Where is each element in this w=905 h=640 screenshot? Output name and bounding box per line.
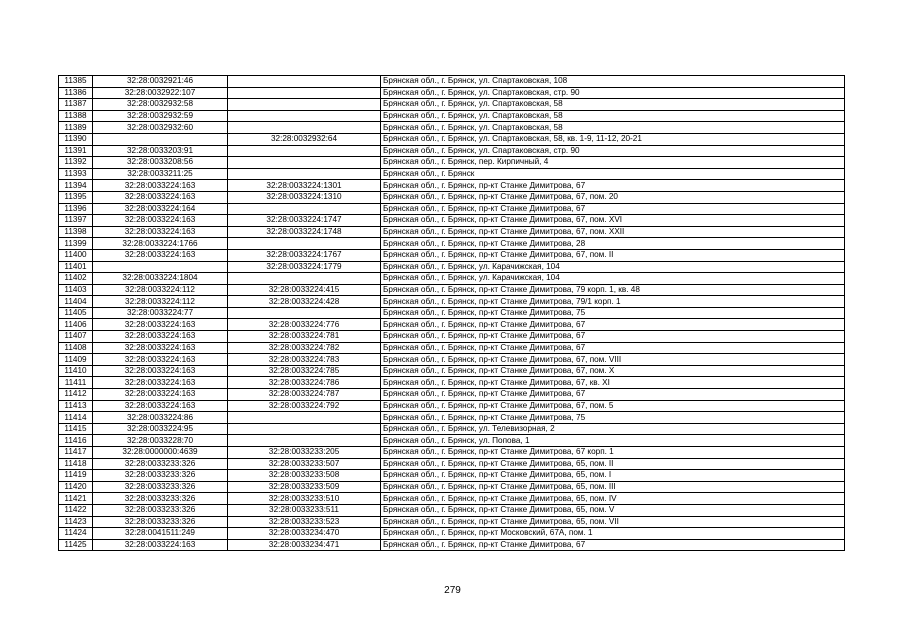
- address-cell: Брянская обл., г. Брянск, пр-кт Станке Димитрова, 75: [381, 307, 845, 319]
- row-number-cell: 11414: [59, 412, 93, 424]
- table-row: [59, 435, 845, 447]
- object-cadastral-number-cell: 32:28:0033224:786: [228, 377, 381, 389]
- table-row: [59, 354, 845, 366]
- cadastral-number-cell: 32:28:0033224:163: [93, 342, 228, 354]
- table-row: [59, 389, 845, 401]
- cadastral-number-cell: 32:28:0033224:163: [93, 365, 228, 377]
- address-cell: Брянская обл., г. Брянск, пр-кт Станке Димитрова, 67, кв. XI: [381, 377, 845, 389]
- row-number-cell: 11385: [59, 76, 93, 88]
- row-number-cell: 11418: [59, 458, 93, 470]
- address-cell: Брянская обл., г. Брянск, пр-кт Станке Димитрова, 65, пом. IV: [381, 493, 845, 505]
- row-number-cell: 11409: [59, 354, 93, 366]
- cadastral-number-cell: 32:28:0033224:163: [93, 215, 228, 227]
- address-cell: Брянская обл., г. Брянск, пр-кт Станке Димитрова, 67: [381, 319, 845, 331]
- address-cell: Брянская обл., г. Брянск, пр-кт Станке Димитрова, 28: [381, 238, 845, 250]
- cadastral-number-cell: 32:28:0033203:91: [93, 145, 228, 157]
- row-number-cell: 11417: [59, 447, 93, 459]
- address-cell: Брянская обл., г. Брянск, пр-кт Московский, 67А, пом. 1: [381, 528, 845, 540]
- address-cell: Брянская обл., г. Брянск, пр-кт Станке Димитрова, 79 корп. 1, кв. 48: [381, 284, 845, 296]
- row-number-cell: 11386: [59, 87, 93, 99]
- address-cell: Брянская обл., г. Брянск, ул. Спартаковская, 58: [381, 122, 845, 134]
- table-row: [59, 319, 845, 331]
- object-cadastral-number-cell: [228, 168, 381, 180]
- table-row: [59, 238, 845, 250]
- object-cadastral-number-cell: [228, 423, 381, 435]
- row-number-cell: 11419: [59, 470, 93, 482]
- cadastral-number-cell: 32:28:0000000:4639: [93, 447, 228, 459]
- table-row: [59, 331, 845, 343]
- row-number-cell: 11407: [59, 331, 93, 343]
- table-row: [59, 180, 845, 192]
- address-cell: Брянская обл., г. Брянск, пр-кт Станке Димитрова, 67, пом. VIII: [381, 354, 845, 366]
- row-number-cell: 11413: [59, 400, 93, 412]
- object-cadastral-number-cell: 32:28:0033224:428: [228, 296, 381, 308]
- cadastral-number-cell: [93, 133, 228, 145]
- object-cadastral-number-cell: 32:28:0033233:511: [228, 504, 381, 516]
- table-row: [59, 261, 845, 273]
- object-cadastral-number-cell: [228, 76, 381, 88]
- address-cell: Брянская обл., г. Брянск, пер. Кирпичный, 4: [381, 157, 845, 169]
- cadastral-number-cell: 32:28:0032932:58: [93, 99, 228, 111]
- row-number-cell: 11400: [59, 249, 93, 261]
- row-number-cell: 11391: [59, 145, 93, 157]
- table-row: [59, 470, 845, 482]
- object-cadastral-number-cell: [228, 238, 381, 250]
- cadastral-number-cell: 32:28:0033224:163: [93, 354, 228, 366]
- object-cadastral-number-cell: [228, 122, 381, 134]
- object-cadastral-number-cell: 32:28:0033224:1748: [228, 226, 381, 238]
- address-cell: Брянская обл., г. Брянск, пр-кт Станке Димитрова, 75: [381, 412, 845, 424]
- row-number-cell: 11401: [59, 261, 93, 273]
- row-number-cell: 11425: [59, 539, 93, 551]
- object-cadastral-number-cell: [228, 273, 381, 285]
- cadastral-number-cell: 32:28:0033224:163: [93, 377, 228, 389]
- table-row: [59, 249, 845, 261]
- cadastral-table: [58, 75, 845, 551]
- cadastral-number-cell: 32:28:0033224:77: [93, 307, 228, 319]
- row-number-cell: 11423: [59, 516, 93, 528]
- table-row: [59, 284, 845, 296]
- table-row: [59, 157, 845, 169]
- object-cadastral-number-cell: 32:28:0033224:1779: [228, 261, 381, 273]
- object-cadastral-number-cell: 32:28:0033234:471: [228, 539, 381, 551]
- table-row: [59, 145, 845, 157]
- table-row: [59, 365, 845, 377]
- table-row: [59, 504, 845, 516]
- row-number-cell: 11397: [59, 215, 93, 227]
- address-cell: Брянская обл., г. Брянск, пр-кт Станке Димитрова, 67, пом. X: [381, 365, 845, 377]
- table-row: [59, 447, 845, 459]
- table-body: [59, 76, 845, 551]
- cadastral-number-cell: 32:28:0033233:326: [93, 493, 228, 505]
- row-number-cell: 11416: [59, 435, 93, 447]
- address-cell: Брянская обл., г. Брянск, пр-кт Станке Димитрова, 65, пом. VII: [381, 516, 845, 528]
- address-cell: Брянская обл., г. Брянск, пр-кт Станке Димитрова, 65, пом. III: [381, 481, 845, 493]
- table-row: [59, 191, 845, 203]
- cadastral-number-cell: 32:28:0033224:163: [93, 389, 228, 401]
- table-row: [59, 296, 845, 308]
- object-cadastral-number-cell: 32:28:0033234:470: [228, 528, 381, 540]
- row-number-cell: 11406: [59, 319, 93, 331]
- cadastral-number-cell: 32:28:0033233:326: [93, 516, 228, 528]
- address-cell: Брянская обл., г. Брянск, ул. Спартаковская, стр. 90: [381, 87, 845, 99]
- row-number-cell: 11415: [59, 423, 93, 435]
- row-number-cell: 11395: [59, 191, 93, 203]
- object-cadastral-number-cell: 32:28:0033224:1767: [228, 249, 381, 261]
- row-number-cell: 11388: [59, 110, 93, 122]
- address-cell: Брянская обл., г. Брянск, пр-кт Станке Димитрова, 65, пом. V: [381, 504, 845, 516]
- table-row: [59, 342, 845, 354]
- address-cell: Брянская обл., г. Брянск, пр-кт Станке Димитрова, 65, пом. II: [381, 458, 845, 470]
- address-cell: Брянская обл., г. Брянск, пр-кт Станке Димитрова, 67: [381, 342, 845, 354]
- row-number-cell: 11393: [59, 168, 93, 180]
- row-number-cell: 11389: [59, 122, 93, 134]
- address-cell: Брянская обл., г. Брянск, пр-кт Станке Димитрова, 67, пом. 20: [381, 191, 845, 203]
- page-number: 279: [444, 585, 461, 596]
- address-cell: Брянская обл., г. Брянск, пр-кт Станке Димитрова, 67: [381, 180, 845, 192]
- row-number-cell: 11404: [59, 296, 93, 308]
- object-cadastral-number-cell: 32:28:0033224:1301: [228, 180, 381, 192]
- object-cadastral-number-cell: 32:28:0033224:415: [228, 284, 381, 296]
- row-number-cell: 11421: [59, 493, 93, 505]
- cadastral-number-cell: 32:28:0033224:1804: [93, 273, 228, 285]
- object-cadastral-number-cell: 32:28:0033224:776: [228, 319, 381, 331]
- address-cell: Брянская обл., г. Брянск, пр-кт Станке Димитрова, 67 корп. 1: [381, 447, 845, 459]
- address-cell: Брянская обл., г. Брянск, пр-кт Станке Димитрова, 67, пом. XVI: [381, 215, 845, 227]
- cadastral-number-cell: 32:28:0032932:60: [93, 122, 228, 134]
- object-cadastral-number-cell: 32:28:0033224:1310: [228, 191, 381, 203]
- table-row: [59, 528, 845, 540]
- row-number-cell: 11424: [59, 528, 93, 540]
- row-number-cell: 11405: [59, 307, 93, 319]
- table-row: [59, 133, 845, 145]
- object-cadastral-number-cell: 32:28:0033224:782: [228, 342, 381, 354]
- object-cadastral-number-cell: 32:28:0033224:792: [228, 400, 381, 412]
- object-cadastral-number-cell: 32:28:0033233:508: [228, 470, 381, 482]
- cadastral-number-cell: 32:28:0033208:56: [93, 157, 228, 169]
- cadastral-number-cell: 32:28:0033233:326: [93, 481, 228, 493]
- object-cadastral-number-cell: 32:28:0033224:785: [228, 365, 381, 377]
- row-number-cell: 11420: [59, 481, 93, 493]
- address-cell: Брянская обл., г. Брянск, ул. Спартаковская, 108: [381, 76, 845, 88]
- object-cadastral-number-cell: 32:28:0033233:507: [228, 458, 381, 470]
- cadastral-number-cell: 32:28:0033224:112: [93, 296, 228, 308]
- cadastral-number-cell: 32:28:0033224:95: [93, 423, 228, 435]
- object-cadastral-number-cell: 32:28:0033233:509: [228, 481, 381, 493]
- cadastral-number-cell: 32:28:0033224:163: [93, 400, 228, 412]
- object-cadastral-number-cell: [228, 99, 381, 111]
- table-row: [59, 539, 845, 551]
- address-cell: Брянская обл., г. Брянск, ул. Спартаковская, стр. 90: [381, 145, 845, 157]
- table-row: [59, 493, 845, 505]
- cadastral-number-cell: 32:28:0033224:112: [93, 284, 228, 296]
- address-cell: Брянская обл., г. Брянск, ул. Карачижская, 104: [381, 261, 845, 273]
- table-row: [59, 273, 845, 285]
- cadastral-number-cell: 32:28:0033224:163: [93, 180, 228, 192]
- row-number-cell: 11390: [59, 133, 93, 145]
- object-cadastral-number-cell: 32:28:0033233:523: [228, 516, 381, 528]
- object-cadastral-number-cell: 32:28:0033224:783: [228, 354, 381, 366]
- cadastral-number-cell: 32:28:0033233:326: [93, 470, 228, 482]
- address-cell: Брянская обл., г. Брянск, ул. Карачижская, 104: [381, 273, 845, 285]
- object-cadastral-number-cell: [228, 435, 381, 447]
- address-cell: Брянская обл., г. Брянск, ул. Попова, 1: [381, 435, 845, 447]
- table-row: [59, 412, 845, 424]
- object-cadastral-number-cell: 32:28:0032932:64: [228, 133, 381, 145]
- address-cell: Брянская обл., г. Брянск, пр-кт Станке Димитрова, 65, пом. I: [381, 470, 845, 482]
- cadastral-number-cell: 32:28:0033233:326: [93, 504, 228, 516]
- row-number-cell: 11396: [59, 203, 93, 215]
- table-row: [59, 110, 845, 122]
- table-row: [59, 307, 845, 319]
- address-cell: Брянская обл., г. Брянск, пр-кт Станке Димитрова, 67, пом. II: [381, 249, 845, 261]
- object-cadastral-number-cell: [228, 203, 381, 215]
- table-row: [59, 122, 845, 134]
- cadastral-number-cell: 32:28:0041511:249: [93, 528, 228, 540]
- address-cell: Брянская обл., г. Брянск, ул. Спартаковская, 58: [381, 110, 845, 122]
- object-cadastral-number-cell: 32:28:0033224:787: [228, 389, 381, 401]
- table-row: [59, 215, 845, 227]
- table-row: [59, 203, 845, 215]
- row-number-cell: 11387: [59, 99, 93, 111]
- row-number-cell: 11403: [59, 284, 93, 296]
- object-cadastral-number-cell: [228, 87, 381, 99]
- row-number-cell: 11399: [59, 238, 93, 250]
- row-number-cell: 11412: [59, 389, 93, 401]
- cadastral-number-cell: 32:28:0033224:163: [93, 249, 228, 261]
- object-cadastral-number-cell: [228, 307, 381, 319]
- address-cell: Брянская обл., г. Брянск, ул. Спартаковская, 58: [381, 99, 845, 111]
- cadastral-number-cell: 32:28:0033224:163: [93, 191, 228, 203]
- table-row: [59, 423, 845, 435]
- address-cell: Брянская обл., г. Брянск, пр-кт Станке Димитрова, 67: [381, 389, 845, 401]
- cadastral-number-cell: 32:28:0033224:163: [93, 319, 228, 331]
- address-cell: Брянская обл., г. Брянск, пр-кт Станке Димитрова, 67: [381, 331, 845, 343]
- cadastral-number-cell: 32:28:0033224:163: [93, 539, 228, 551]
- row-number-cell: 11408: [59, 342, 93, 354]
- table-row: [59, 516, 845, 528]
- row-number-cell: 11394: [59, 180, 93, 192]
- cadastral-number-cell: 32:28:0033224:164: [93, 203, 228, 215]
- cadastral-number-cell: [93, 261, 228, 273]
- table-row: [59, 76, 845, 88]
- object-cadastral-number-cell: [228, 412, 381, 424]
- table-row: [59, 99, 845, 111]
- address-cell: Брянская обл., г. Брянск, пр-кт Станке Димитрова, 67, пом. 5: [381, 400, 845, 412]
- object-cadastral-number-cell: 32:28:0033224:1747: [228, 215, 381, 227]
- cadastral-number-cell: 32:28:0033233:326: [93, 458, 228, 470]
- object-cadastral-number-cell: 32:28:0033233:510: [228, 493, 381, 505]
- cadastral-number-cell: 32:28:0033224:1766: [93, 238, 228, 250]
- address-cell: Брянская обл., г. Брянск: [381, 168, 845, 180]
- row-number-cell: 11411: [59, 377, 93, 389]
- cadastral-number-cell: 32:28:0032932:59: [93, 110, 228, 122]
- object-cadastral-number-cell: 32:28:0033233:205: [228, 447, 381, 459]
- cadastral-number-cell: 32:28:0033211:25: [93, 168, 228, 180]
- object-cadastral-number-cell: 32:28:0033224:781: [228, 331, 381, 343]
- row-number-cell: 11402: [59, 273, 93, 285]
- cadastral-number-cell: 32:28:0033224:163: [93, 226, 228, 238]
- object-cadastral-number-cell: [228, 157, 381, 169]
- row-number-cell: 11422: [59, 504, 93, 516]
- address-cell: Брянская обл., г. Брянск, пр-кт Станке Димитрова, 67, пом. XXII: [381, 226, 845, 238]
- table-row: [59, 458, 845, 470]
- address-cell: Брянская обл., г. Брянск, ул. Спартаковская, 58, кв. 1-9, 11-12, 20-21: [381, 133, 845, 145]
- table-row: [59, 87, 845, 99]
- table-row: [59, 400, 845, 412]
- table-row: [59, 377, 845, 389]
- cadastral-number-cell: 32:28:0032921:46: [93, 76, 228, 88]
- cadastral-number-cell: 32:28:0032922:107: [93, 87, 228, 99]
- address-cell: Брянская обл., г. Брянск, пр-кт Станке Димитрова, 67: [381, 539, 845, 551]
- address-cell: Брянская обл., г. Брянск, ул. Телевизорная, 2: [381, 423, 845, 435]
- row-number-cell: 11392: [59, 157, 93, 169]
- table-row: [59, 481, 845, 493]
- object-cadastral-number-cell: [228, 145, 381, 157]
- object-cadastral-number-cell: [228, 110, 381, 122]
- cadastral-number-cell: 32:28:0033228:70: [93, 435, 228, 447]
- address-cell: Брянская обл., г. Брянск, пр-кт Станке Димитрова, 67: [381, 203, 845, 215]
- address-cell: Брянская обл., г. Брянск, пр-кт Станке Димитрова, 79/1 корп. 1: [381, 296, 845, 308]
- cadastral-number-cell: 32:28:0033224:163: [93, 331, 228, 343]
- row-number-cell: 11398: [59, 226, 93, 238]
- table-row: [59, 168, 845, 180]
- row-number-cell: 11410: [59, 365, 93, 377]
- cadastral-number-cell: 32:28:0033224:86: [93, 412, 228, 424]
- table-row: [59, 226, 845, 238]
